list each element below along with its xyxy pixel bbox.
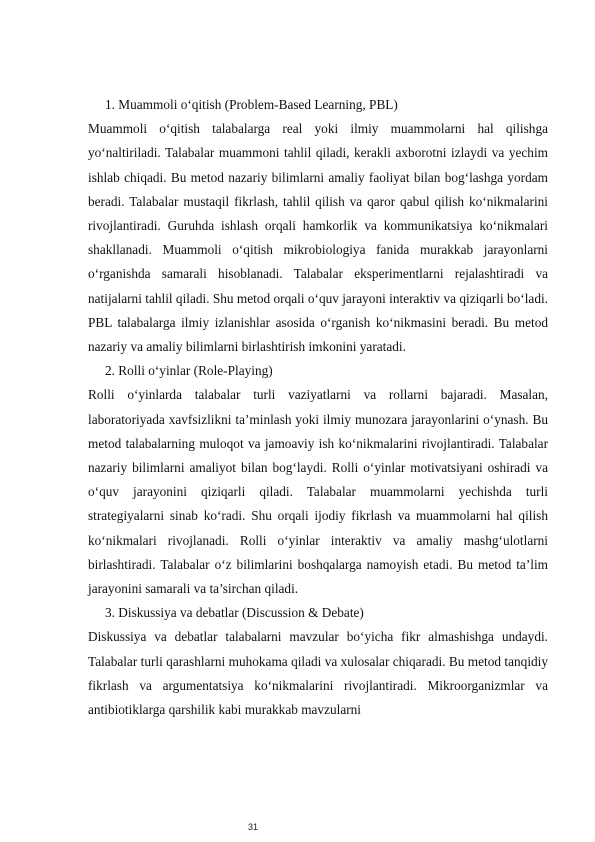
section-1-paragraph: Muammoli o‘qitish talabalarga real yoki ilmiy muammolarni hal qilishga yo‘naltiriladi. Talabalar muammoni tahlil qiladi, kerakli axborotni izlaydi va yechim ishlab chiqadi. Bu metod nazariy bilimlarni amaliy faoliyat bilan bog‘lashga yordam beradi. Talabalar mustaqil fikrlash, tahlil qilish va qaror qabul qilish ko‘nikmalarini rivojlantiradi. Guruhda ishlash orqali hamkorlik va kommunikatsiya ko‘nikmalari shakllanadi. Muammoli o‘qitish mikrobiologiya fanida murakkab jarayonlarni o‘rganishda samarali hisoblanadi. Talabalar eksperimentlarni rejalashtiradi va natijalarni tahlil qiladi. Shu metod orqali o‘quv jarayoni interaktiv va qiziqarli bo‘ladi. PBL talabalarga ilmiy izlanishlar asosida o‘rganish ko‘nikmasini beradi. Bu metod nazariy va amaliy bilimlarni birlashtirish imkonini yaratadi. [88,121,548,355]
section-2-paragraph: Rolli o‘yinlarda talabalar turli vaziyatlarni va rollarni bajaradi. Masalan, laboratoriyada xavfsizlikni ta’minlash yoki ilmiy munozara jarayonlarini o‘ynash. Bu metod talabalarning muloqot va jamoaviy ish ko‘nikmalarini rivojlantiradi. Talabalar nazariy bilimlarni amaliyot bilan bog‘laydi. Rolli o‘yinlar motivatsiyani oshiradi va o‘quv jarayonini qiziqarli qiladi. Talabalar muammolarni yechishda turli strategiyalarni sinab ko‘radi. Shu orqali ijodiy fikrlash va muammolarni hal qilish ko‘nikmalari rivojlanadi. Rolli o‘yinlar interaktiv va amaliy mashg‘ulotlarni birlashtiradi. Talabalar o‘z bilimlarini boshqalarga namoyish etadi. Bu metod ta’lim jarayonini samarali va ta’sirchan qiladi. [88,387,548,597]
section-3-paragraph: Diskussiya va debatlar talabalarni mavzular bo‘yicha fikr almashishga undaydi. Talabalar turli qarashlarni muhokama qiladi va xulosalar chiqaradi. Bu metod tanqidiy fikrlash va argumentatsiya ko‘nikmalarini rivojlantiradi. Mikroorganizmlar va antibiotiklarga qarshilik kabi murakkab mavzularni [88,629,548,718]
section-3-heading: 3. Diskussiya va debatlar (Discussion & Debate) [105,605,364,621]
section-2-heading: 2. Rolli o‘yinlar (Role-Playing) [105,363,273,379]
page-number: 31 [248,822,259,832]
section-1-heading: 1. Muammoli o‘qitish (Problem-Based Learning, PBL) [105,97,398,112]
page-content [88,93,548,722]
